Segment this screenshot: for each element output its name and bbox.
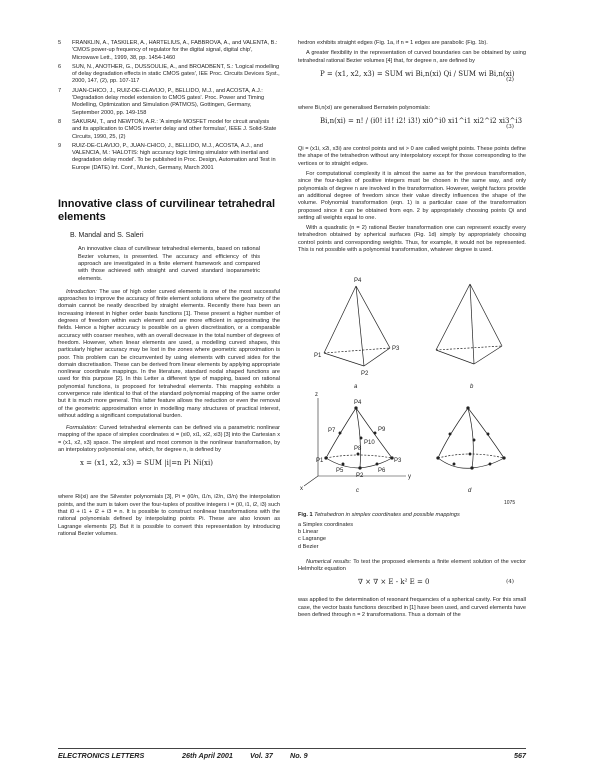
paragraph: where Bi,n(xi) are generalised Bernstein polynomials:	[298, 104, 431, 111]
equation-4: ∇ × ∇ × E - k² E = 0 (4)	[358, 578, 514, 587]
equation-3: Bi,n(xi) = n! / (i0! i1! i2! i3!) xi0^i0 xi1^i1 xi2^i2 xi3^i3 (3)	[320, 117, 523, 131]
equation-2: P = (x1, x2, x3) = SUM wi Bi,n(xi) Qi / SUM wi Bi,n(xi) (2)	[320, 69, 515, 83]
axis-label: x	[300, 486, 303, 493]
legend-item: d Bezier	[298, 543, 319, 550]
figure-stamp: 1075	[504, 500, 516, 507]
panel-b	[436, 284, 502, 390]
article-authors: B. Mandal and S. Saleri	[70, 232, 144, 240]
node-label: P9	[378, 427, 386, 434]
page-footer	[58, 748, 526, 761]
paragraph: Qi = (x1i, x2i, x3i) are control points and wi > 0 are called weight points. These points define the shape of the tetrahedron without any interpolatory except for those corresponding to the vertices or to straight edges.	[298, 146, 526, 167]
volume: Vol. 37	[250, 751, 273, 760]
node-label: P3	[392, 346, 400, 353]
node-label: P8	[354, 446, 362, 453]
right-column	[298, 40, 526, 619]
axis-label: z	[315, 392, 318, 399]
legend-item: a Simplex coordinates	[298, 521, 354, 528]
mapping-description: where Ri(xi) are the Silvester polynomials [3], Pi = (i0/n, i1/n, i2/n, i3/n) the interpolation points, and the sum is taken over the four-tuples of positive integers i = (i0, i1, i2, i3) such that i0 + i1 + i2 + i3 = n. It is possible to construct nonlinear transformations with the rational polynomials defined by interpolating points Pi. These are also known as Lagrange elements [2]. But it is possible to convert this representation by introducing rational Bezier volumes.	[58, 494, 280, 537]
reference-item: 9 RUIZ-DE-CLAVIJO, P., JUAN-CHICO, J., BELLIDO, M.J., ACOSTA, A.J., and VALENCIA, M.: 'HALOTIS: high accuracy logic timing simulator with inertial and degradation delay model'. To be published in Proc. Design, Automation and Test in Europe (DATE) Int. Conf., Munich, Germany, March 2001	[58, 142, 276, 171]
figure-legend	[298, 522, 526, 551]
article-title: Innovative class of curvilinear tetrahedral elements	[58, 198, 276, 224]
node-label: P6	[378, 468, 386, 475]
numerical-results-paragraph: Numerical results: To test the proposed elements a finite element solution of the vector Helmholtz equation	[298, 558, 527, 573]
reference-item: 6 SUN, N., ANOTHER, G., DUSSOULIE, A., and BROADBENT, S.: 'Logical modelling of delay degradation effects in static CMOS gates', IEE Proc. Circuits Devices Syst., 2000, 147, (2), pp. 107-117	[58, 63, 280, 85]
figure-caption: Fig. 1 Tetrahedron in simplex coordinates and possible mappings	[298, 512, 460, 519]
panel-c	[300, 392, 411, 494]
issue-number: No. 9	[290, 751, 308, 760]
tetrahedron-diagram	[298, 258, 526, 510]
reference-item: 7 JUAN-CHICO, J., RUIZ-DE-CLAVIJO, P., BELLIDO, M.J., and ACOSTA, A.J.: 'Degradation delay model extension to CMOS gates'. Proc. Power and Timing Modelling, Optimization and Simulation (PATMOS), Gottingen, Germany, September 2000, pp. 149-158	[58, 87, 265, 116]
panel-label: c	[356, 488, 359, 495]
node-label: P1	[316, 458, 324, 465]
panel-d	[437, 407, 506, 494]
paragraph: A greater flexibility in the representation of curved boundaries can be obtained by using tetrahedral rational Bezier volumes [4] that, for degree n, are defined by	[298, 50, 526, 64]
article-abstract: An innovative class of curvilinear tetrahedral elements, based on rational Bezier volumes, is presented. The accuracy and efficiency of this approach are investigated in a finite element framework and compared with those achieved with straight and curved standard isoparametric elements.	[78, 246, 260, 282]
reference-item: 8 SAKURAI, T., and NEWTON, A.R.: 'A simple MOSFET model for circuit analysis and its application to CMOS inverter delay and other formulas', IEEE J. Solid-State Circuits, 1990, 25, (2)	[58, 118, 277, 140]
panel-label: a	[354, 384, 358, 391]
reference-item: 5 FRANKLIN, A., TASKILER, A., HARTELIUS, A., FABBROVA, A., and VALENTA, B.: 'CMOS power-up frequency of regulator for the digital signal, digital chip', Microwave Lett., 1999, 38, pp. 1454-1460	[58, 40, 278, 61]
reference-list	[58, 40, 280, 172]
node-label: P10	[364, 440, 375, 447]
formulation-paragraph: Formulation: Curved tetrahedral elements can be defined via a parametric nonlinear mapping of the space of simplex coordinates xi = (xi0, xi1, xi2, xi3) [3] into the Cartesian x = (x1, x2, x3) space. The simplest and most common is the nonlinear transformation, by an interpolatory polynomial one, which, for degree n, is defined by	[58, 425, 280, 454]
node-label: P2	[361, 371, 369, 378]
node-label: P2	[356, 473, 364, 480]
legend-item: b Linear	[298, 528, 319, 535]
panel-label: b	[470, 384, 474, 391]
node-label: P1	[314, 353, 322, 360]
journal-name: ELECTRONICS LETTERS	[58, 751, 145, 760]
left-column	[58, 40, 280, 538]
legend-item: c Lagrange	[298, 536, 326, 543]
issue-date: 26th April 2001	[182, 751, 233, 760]
introduction-paragraph: Introduction: The use of high order curved elements is one of the most successful approaches to improve the accuracy of finite element solutions where the geometry of the domain cannot be neatly described by straight elements. Recently there has been an increasing interest in higher order basis functions [1]. These present a higher number of degrees of freedom within each element and are more efficient in approximating the fields. Hence a higher accuracy is possible on a given discretisation, or a comparable accuracy with coarser meshes, with an overall decrease in the total number of degrees of freedom. However, when linear elements are used, a modelling curved shapes, this particularly higher accuracy may be lost in the zones where geometric approximation is poor. This problem can be circumvented by using elements with curved sides for the domain discretisation. These can be derived from linear elements by applying appropriate nonlinear coordinate mappings. In the literature, standard nodal shaped functions are used for this purpose [2]. In this Letter a different type of mapping, based on rational polynomial functions, is proposed for tetrahedral elements. This mapping exhibits a convergence rate identical to that of the standard polynomial mapping of the same order but it is much more general. This latter feature allows the reduction or even the removal of the geometric approximation error in modelling many structures of practical interest, without adding a significant computational burden.	[58, 288, 280, 419]
node-label: P5	[336, 468, 344, 475]
panel-label: d	[468, 488, 472, 495]
panel-a	[314, 278, 400, 390]
paragraph: For computational complexity it is almost the same as for the previous transformation, since the four-tuples of positive integers must be chosen in the same way, and only polynomials of degree n are involved in the transformation. However, weight factors provide an additional degree of freedom since their value directly influences the shape of the volume. Polynomial transformation (eqn. 1) is a particular case of the transformation proposed since it can be obtained from eqn. 2 by appropriately choosing points Qi and setting all weights equal to one.	[298, 171, 526, 221]
node-label: P4	[354, 400, 362, 407]
axis-label: y	[408, 474, 411, 481]
paragraph: hedron exhibits straight edges (Fig. 1a, if n = 1 edges are parabolic (Fig. 1b).	[298, 40, 488, 46]
paragraph: With a quadratic (n = 2) rational Bezier transformation one can represent exactly every tetrahedron obtained by spherical surfaces (Fig. 1d) simply by appropriately choosing control points and corresponding weights. Thus, for example, it would not be represented. This is not possible with a polynomial transformation, whatever degree is used.	[298, 225, 526, 254]
paragraph: was applied to the determination of resonant frequencies of a spherical cavity. For this small case, the vector basis functions described in [1] have been used, and curved elements have been defined through n = 2 transformations. Thus a domain of the	[298, 597, 526, 619]
node-label: P4	[354, 278, 362, 285]
figure-1	[298, 258, 526, 510]
node-label: P7	[328, 428, 336, 435]
page-number: 567	[514, 751, 526, 760]
node-label: P3	[394, 458, 402, 465]
equation-1: x = (x1, x2, x3) = SUM |i|=n Pi Ni(xi)	[80, 459, 213, 468]
